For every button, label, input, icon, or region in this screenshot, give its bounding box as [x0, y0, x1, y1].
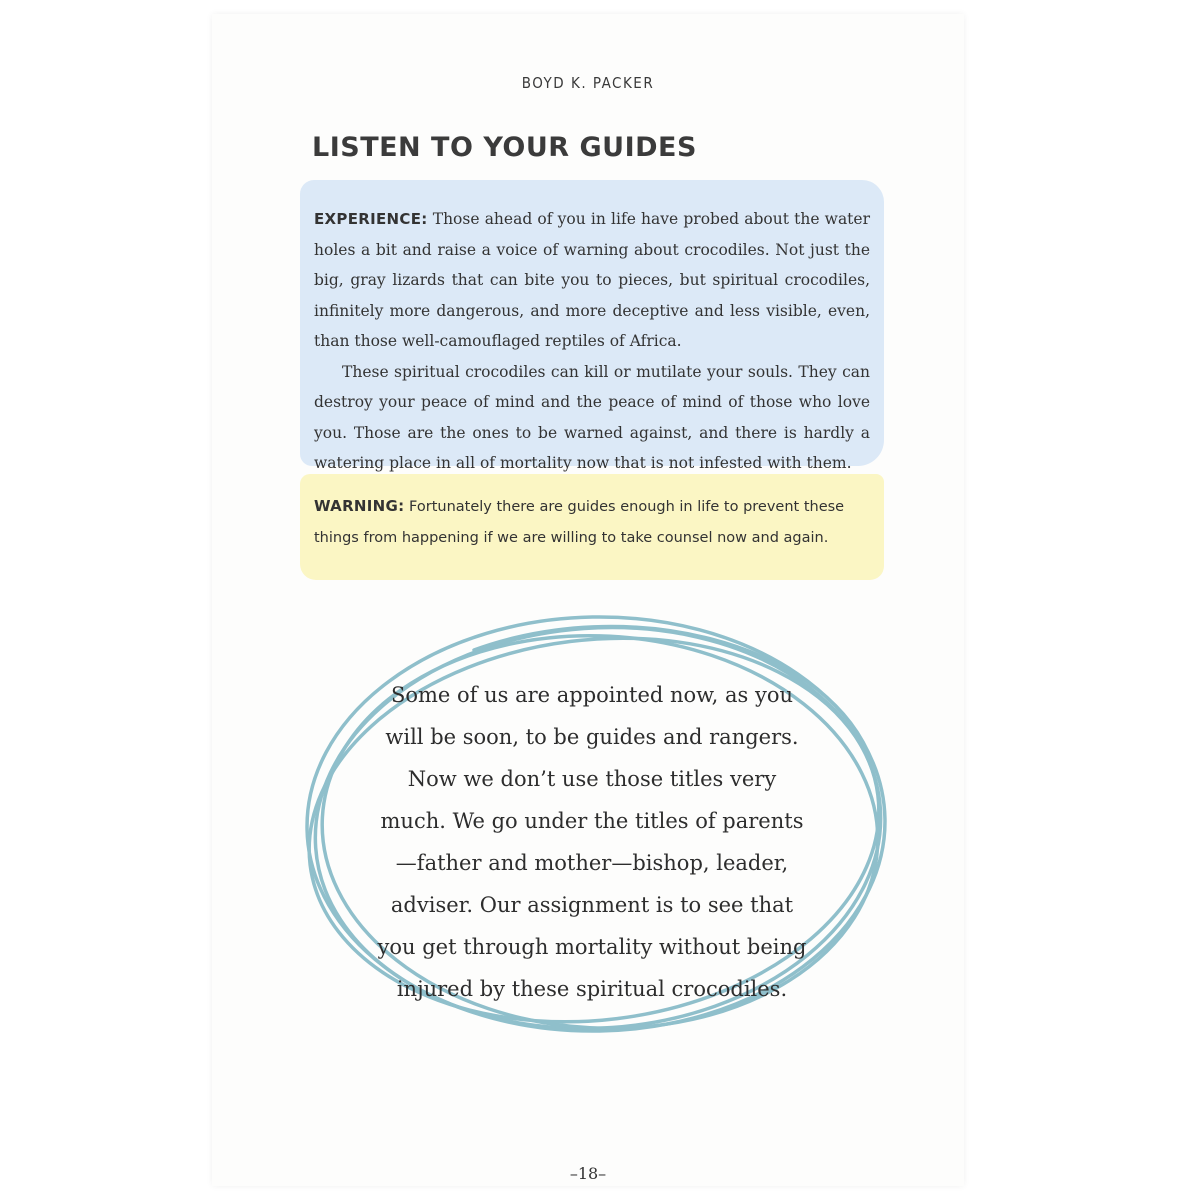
experience-box — [300, 180, 884, 472]
section-heading: LISTEN TO YOUR GUIDES — [312, 132, 697, 163]
experience-paragraph-1 — [314, 204, 870, 357]
experience-paragraph-2: These spiritual crocodiles can kill or mutilate your souls. They can destroy your peace of mind and the peace of mind of those who love you. Those are the ones to be warned against, and there is hardly a watering place in all of mortality now that is not infested with them. — [314, 362, 870, 472]
warning-label: WARNING: — [314, 497, 405, 515]
page-number: –18– — [569, 1164, 607, 1183]
warning-box — [300, 474, 884, 580]
book-page — [212, 14, 964, 1186]
warning-paragraph — [314, 491, 870, 554]
pull-quote: Some of us are appointed now, as you will be soon, to be guides and rangers. Now we don’t use those titles very much. We go under the titles of parents—father and mother—bishop, leader, adviser. Our assignment is to see that you get through mortality without being injured by these spiritual crocodiles. — [377, 683, 807, 1001]
running-head: BOYD K. PACKER — [521, 74, 655, 92]
experience-text-1: Those ahead of you in life have probed about the water holes a bit and raise a voice of warning about crocodiles. Not just the big, gray lizards that can bite you to pieces, but spiritual crocodiles, infinitely more dangerous, and more deceptive and less visible, even, than those well-camouflaged reptiles of Africa. — [314, 210, 870, 350]
experience-label: EXPERIENCE: — [314, 210, 428, 228]
warning-text: Fortunately there are guides enough in life to prevent these things from happening if we are willing to take counsel now and again. — [314, 499, 845, 546]
